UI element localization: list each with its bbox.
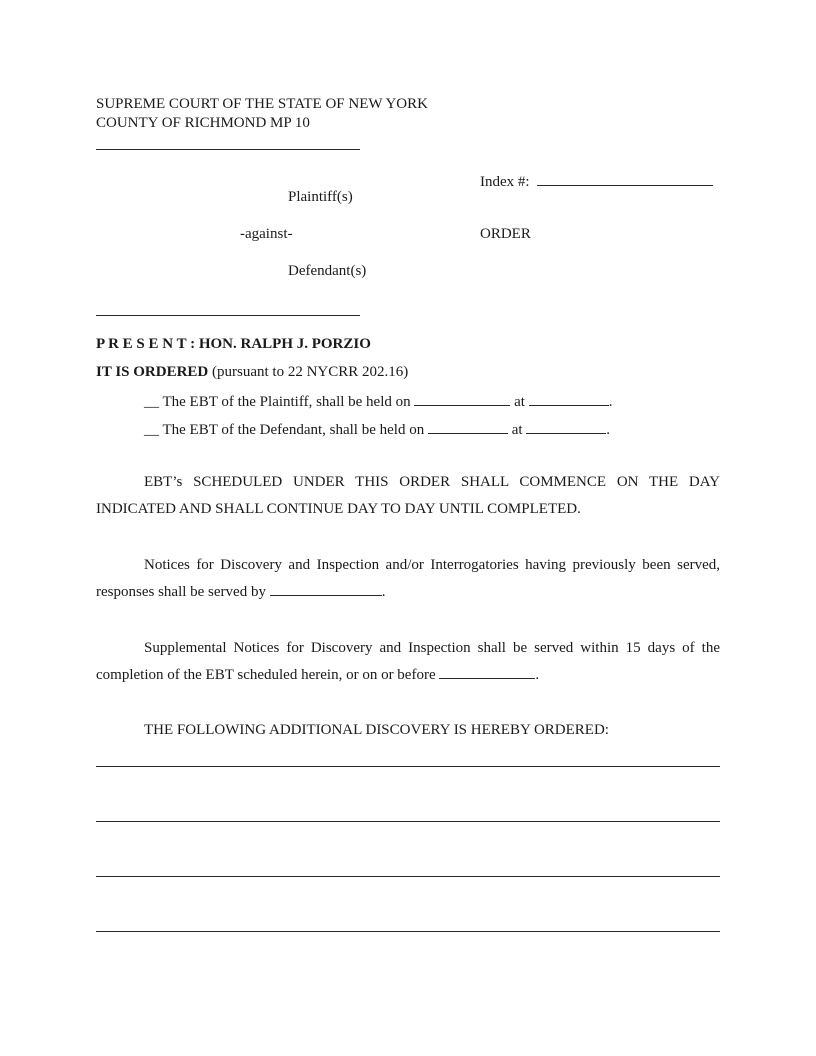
ebt-plaintiff-at: at (514, 394, 525, 410)
supplemental-paragraph (96, 635, 720, 689)
index-blank[interactable] (537, 171, 713, 186)
caption-rule-top (96, 149, 360, 150)
ebt-schedule-line1: EBT’s SCHEDULED UNDER THIS ORDER SHALL COMMENCE ON THE DAY (144, 474, 720, 490)
additional-discovery-heading: THE FOLLOWING ADDITIONAL DISCOVERY IS HEREBY ORDERED: (144, 722, 609, 738)
ebt-plaintiff-line (144, 391, 612, 411)
notices-paragraph (96, 552, 720, 606)
index-label: Index #: (480, 174, 530, 190)
ordered-citation: (pursuant to 22 NYCRR 202.16) (212, 364, 409, 380)
ordered-line (96, 364, 408, 381)
caption-rule-bottom (96, 315, 360, 316)
ebt-plaintiff-end: . (608, 394, 613, 410)
county-name: COUNTY OF RICHMOND MP 10 (96, 115, 310, 131)
notices-end: . (381, 584, 386, 600)
supplemental-end: . (535, 667, 540, 683)
ebt-plaintiff-time-blank[interactable] (529, 391, 609, 406)
supplemental-text: Supplemental Notices for Discovery and Inspection shall be served within 15 days of the completion of the EBT scheduled herein, or on or before (96, 640, 720, 683)
ebt-defendant-date-blank[interactable] (428, 419, 508, 434)
defendant-label: Defendant(s) (288, 263, 367, 279)
additional-discovery-line-4[interactable] (96, 931, 720, 932)
ebt-schedule-line2: INDICATED AND SHALL CONTINUE DAY TO DAY UNTIL COMPLETED. (96, 501, 581, 517)
ebt-defendant-text: __ The EBT of the Defendant, shall be held on (144, 422, 425, 438)
present-label: P R E S E N T : (96, 336, 196, 352)
index-number-field[interactable] (480, 171, 713, 191)
present-line (96, 336, 371, 353)
ebt-defendant-time-blank[interactable] (526, 419, 606, 434)
ordered-lead: IT IS ORDERED (96, 364, 209, 380)
order-title: ORDER (480, 226, 531, 242)
against-label: -against- (240, 226, 293, 242)
judge-name: HON. RALPH J. PORZIO (198, 336, 371, 352)
additional-discovery-line-2[interactable] (96, 821, 720, 822)
notices-text: Notices for Discovery and Inspection and/or Interrogatories having previously been served, responses shall be served by (96, 557, 720, 600)
additional-discovery-line-3[interactable] (96, 876, 720, 877)
notices-date-blank[interactable] (270, 581, 382, 596)
court-name: SUPREME COURT OF THE STATE OF NEW YORK (96, 96, 428, 112)
plaintiff-label: Plaintiff(s) (288, 189, 353, 205)
ebt-defendant-line (144, 419, 610, 439)
ebt-defendant-end: . (606, 422, 611, 438)
ebt-defendant-at: at (511, 422, 523, 438)
ebt-plaintiff-date-blank[interactable] (414, 391, 510, 406)
ebt-plaintiff-text: __ The EBT of the Plaintiff, shall be held on (144, 394, 411, 410)
additional-discovery-line-1[interactable] (96, 766, 720, 767)
supplemental-date-blank[interactable] (439, 664, 535, 679)
